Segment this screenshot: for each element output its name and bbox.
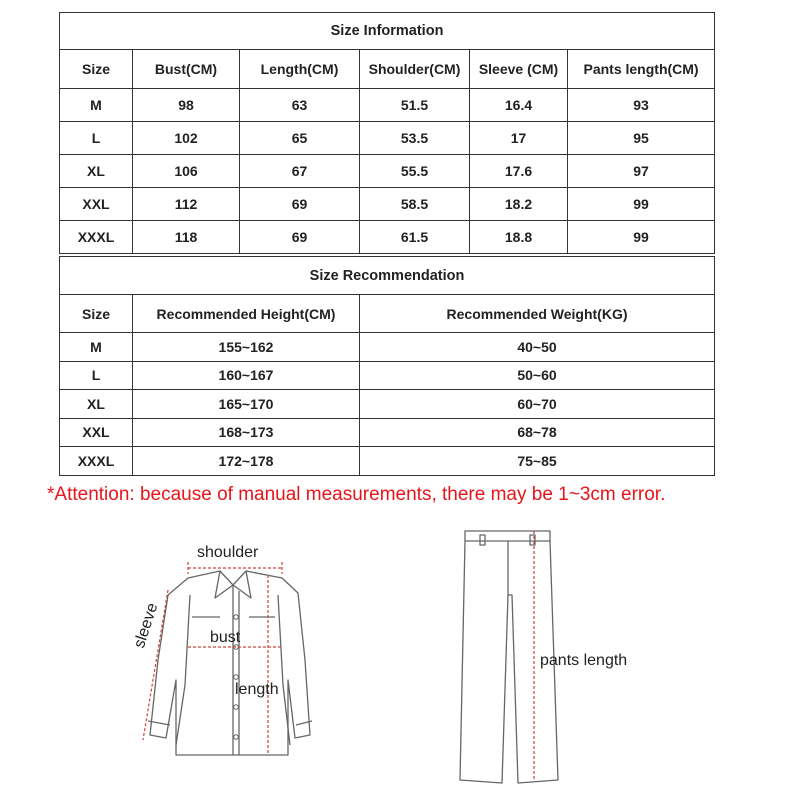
header-bust: Bust(CM) — [133, 50, 240, 89]
cell-pants-length: 99 — [568, 188, 715, 221]
cell-pants-length: 97 — [568, 155, 715, 188]
cell-bust: 106 — [133, 155, 240, 188]
table-row — [60, 361, 715, 390]
size-information-title: Size Information — [60, 13, 715, 50]
cell-length: 69 — [240, 221, 360, 254]
cell-size: XXXL — [60, 447, 133, 476]
header-size: Size — [60, 50, 133, 89]
table-row — [60, 188, 715, 221]
cell-weight: 50~60 — [360, 361, 715, 390]
size-recommendation-table — [59, 256, 715, 476]
table-row — [60, 418, 715, 447]
cell-height: 168~173 — [133, 418, 360, 447]
cell-weight: 75~85 — [360, 447, 715, 476]
cell-bust: 112 — [133, 188, 240, 221]
table-row — [60, 89, 715, 122]
cell-bust: 118 — [133, 221, 240, 254]
size-information-table — [59, 12, 715, 254]
cell-bust: 102 — [133, 122, 240, 155]
cell-pants-length: 93 — [568, 89, 715, 122]
cell-pants-length: 99 — [568, 221, 715, 254]
cell-size: XXXL — [60, 221, 133, 254]
cell-height: 172~178 — [133, 447, 360, 476]
pants-length-label: pants length — [540, 652, 628, 669]
size-recommendation-title: Size Recommendation — [60, 257, 715, 295]
shirt-icon — [120, 535, 350, 770]
sleeve-label: sleeve — [131, 601, 162, 651]
header-recommended-height: Recommended Height(CM) — [133, 295, 360, 333]
cell-sleeve: 17 — [470, 122, 568, 155]
shirt-diagram — [120, 535, 350, 770]
cell-shoulder: 53.5 — [360, 122, 470, 155]
cell-length: 67 — [240, 155, 360, 188]
cell-height: 165~170 — [133, 390, 360, 419]
cell-sleeve: 18.8 — [470, 221, 568, 254]
cell-size: L — [60, 122, 133, 155]
cell-size: XXL — [60, 418, 133, 447]
cell-shoulder: 55.5 — [360, 155, 470, 188]
header-shoulder: Shoulder(CM) — [360, 50, 470, 89]
length-label: length — [235, 681, 279, 698]
cell-sleeve: 17.6 — [470, 155, 568, 188]
cell-length: 65 — [240, 122, 360, 155]
cell-sleeve: 18.2 — [470, 188, 568, 221]
cell-height: 155~162 — [133, 333, 360, 362]
header-length: Length(CM) — [240, 50, 360, 89]
header-sleeve: Sleeve (CM) — [470, 50, 568, 89]
cell-sleeve: 16.4 — [470, 89, 568, 122]
table-row — [60, 333, 715, 362]
table-row — [60, 155, 715, 188]
header-recommended-weight: Recommended Weight(KG) — [360, 295, 715, 333]
table-row — [60, 390, 715, 419]
header-size: Size — [60, 295, 133, 333]
cell-size: L — [60, 361, 133, 390]
cell-shoulder: 51.5 — [360, 89, 470, 122]
cell-size: XL — [60, 390, 133, 419]
cell-pants-length: 95 — [568, 122, 715, 155]
cell-weight: 40~50 — [360, 333, 715, 362]
cell-size: XL — [60, 155, 133, 188]
cell-shoulder: 61.5 — [360, 221, 470, 254]
attention-note: *Attention: because of manual measurements, there may be 1~3cm error. — [47, 484, 666, 505]
header-pants-length: Pants length(CM) — [568, 50, 715, 89]
cell-size: M — [60, 333, 133, 362]
cell-shoulder: 58.5 — [360, 188, 470, 221]
cell-bust: 98 — [133, 89, 240, 122]
table-row — [60, 122, 715, 155]
table-row — [60, 221, 715, 254]
bust-label: bust — [210, 629, 241, 646]
cell-size: M — [60, 89, 133, 122]
cell-weight: 60~70 — [360, 390, 715, 419]
cell-length: 63 — [240, 89, 360, 122]
cell-length: 69 — [240, 188, 360, 221]
table-row — [60, 447, 715, 476]
cell-size: XXL — [60, 188, 133, 221]
cell-weight: 68~78 — [360, 418, 715, 447]
cell-height: 160~167 — [133, 361, 360, 390]
shoulder-label: shoulder — [197, 544, 259, 561]
